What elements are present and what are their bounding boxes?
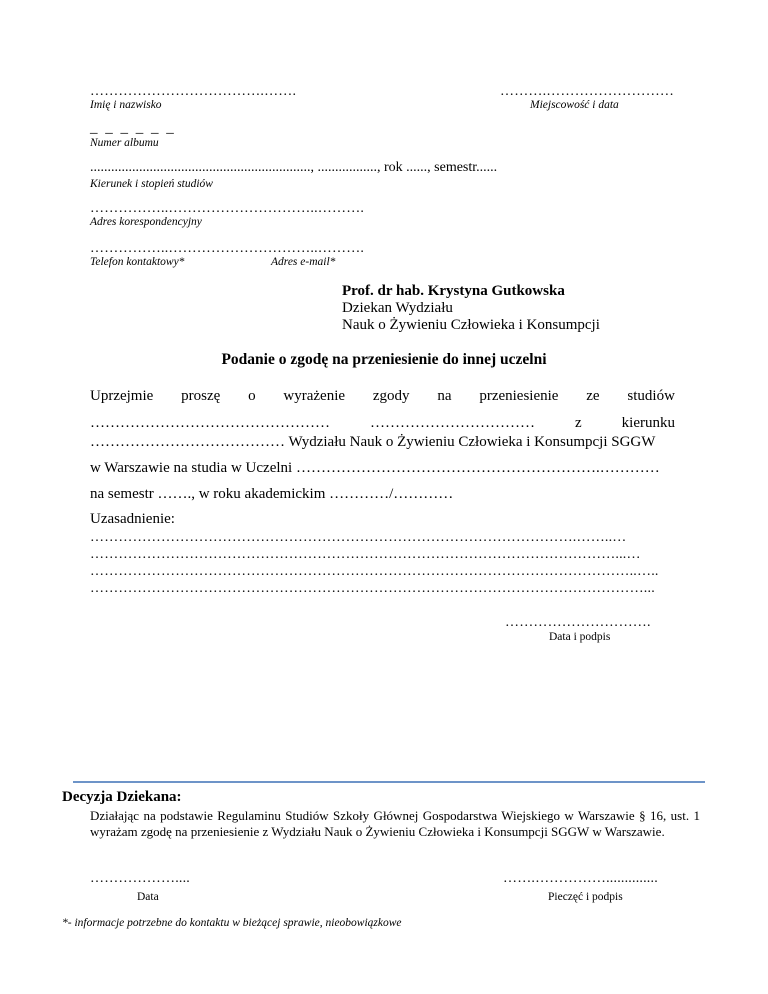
field-of-study-label: Kierunek i stopień studiów [90,178,213,190]
word: proszę [181,388,221,404]
addressee-faculty: Nauk o Żywieniu Człowieka i Konsumpcji [342,317,600,333]
word: kierunku [621,415,675,431]
page-title: Podanie o zgodę na przeniesienie do innej uczelni [221,351,547,368]
stamp-dots: …….…………….............. [503,871,658,886]
word: ………………………………………… [90,415,330,431]
word: na [437,388,452,404]
word: ze [586,388,600,404]
justification-label: Uzasadnienie: [90,511,175,527]
word: …………………………… [370,415,535,431]
footnote: *- informacje potrzebne do kontaktu w bieżącej sprawie, nieobowiązkowe [62,917,402,929]
stamp-label: Pieczęć i podpis [548,891,623,903]
signature-label: Data i podpis [549,631,611,643]
request-line-3: ………………………………… Wydziału Nauk o Żywieniu Człowieka i Konsumpcji SGGW [90,434,656,450]
word: z [575,415,582,431]
justification-line: ………………………………………………………………………………………………………... [90,581,655,596]
word: wyrażenie [283,388,346,404]
phone-email-dots: ……………..…………………………..………. [90,241,365,256]
album-blank: _ _ _ _ _ _ [90,120,176,136]
word: przeniesienie [479,388,559,404]
addressee-role: Dziekan Wydziału [342,300,453,316]
decision-text: Działając na podstawie Regulaminu Studiów Szkoły Głównej Gospodarstwa Wiejskiego w Warszawie § 16, ust. 1 wyrażam zgodę na przeniesienie z Wydziału Nauk o Żywieniu Człowieka i Konsumpcji SGGW w Warszawie. [90,808,700,839]
word: studiów [627,388,675,404]
decision-heading: Decyzja Dziekana: [62,789,182,805]
address-label: Adres korespondencyjny [90,216,202,228]
decision-date-dots: ……………….... [90,871,190,886]
request-line-4: w Warszawie na studia w Uczelni …………………………………………………….………… [90,460,660,476]
place-date-label: Miejscowość i data [530,99,619,111]
section-divider [73,781,705,783]
request-line-2 [90,415,675,432]
album-label: Numer albumu [90,137,159,149]
justification-line: ………………………………………………………………………………………….……..… [90,530,627,545]
justification-line: …………………………………………………………………………………………………...… [90,547,641,562]
justification-line: ……………………………………………………………………………………………………..….. [90,564,659,579]
addressee-name: Prof. dr hab. Krystyna Gutkowska [342,283,565,299]
request-line-5: na semestr ……., w roku akademickim …………/………… [90,486,454,502]
field-of-study-line: ..............................................................., ................., rok ......, semestr...... [90,160,498,175]
decision-date-label: Data [137,891,159,903]
request-line-1 [90,388,675,405]
name-dots: ……………………………….……. [90,84,297,99]
email-label: Adres e-mail* [271,256,336,268]
signature-dots: …………………………. [505,615,651,630]
address-dots: ……………..…………………………..………. [90,201,365,216]
name-label: Imię i nazwisko [90,99,162,111]
word: Uprzejmie [90,388,154,404]
word: zgody [372,388,410,404]
place-date-dots: ……….……………………… [500,84,675,99]
phone-label: Telefon kontaktowy* [90,256,185,268]
word: o [248,388,256,404]
